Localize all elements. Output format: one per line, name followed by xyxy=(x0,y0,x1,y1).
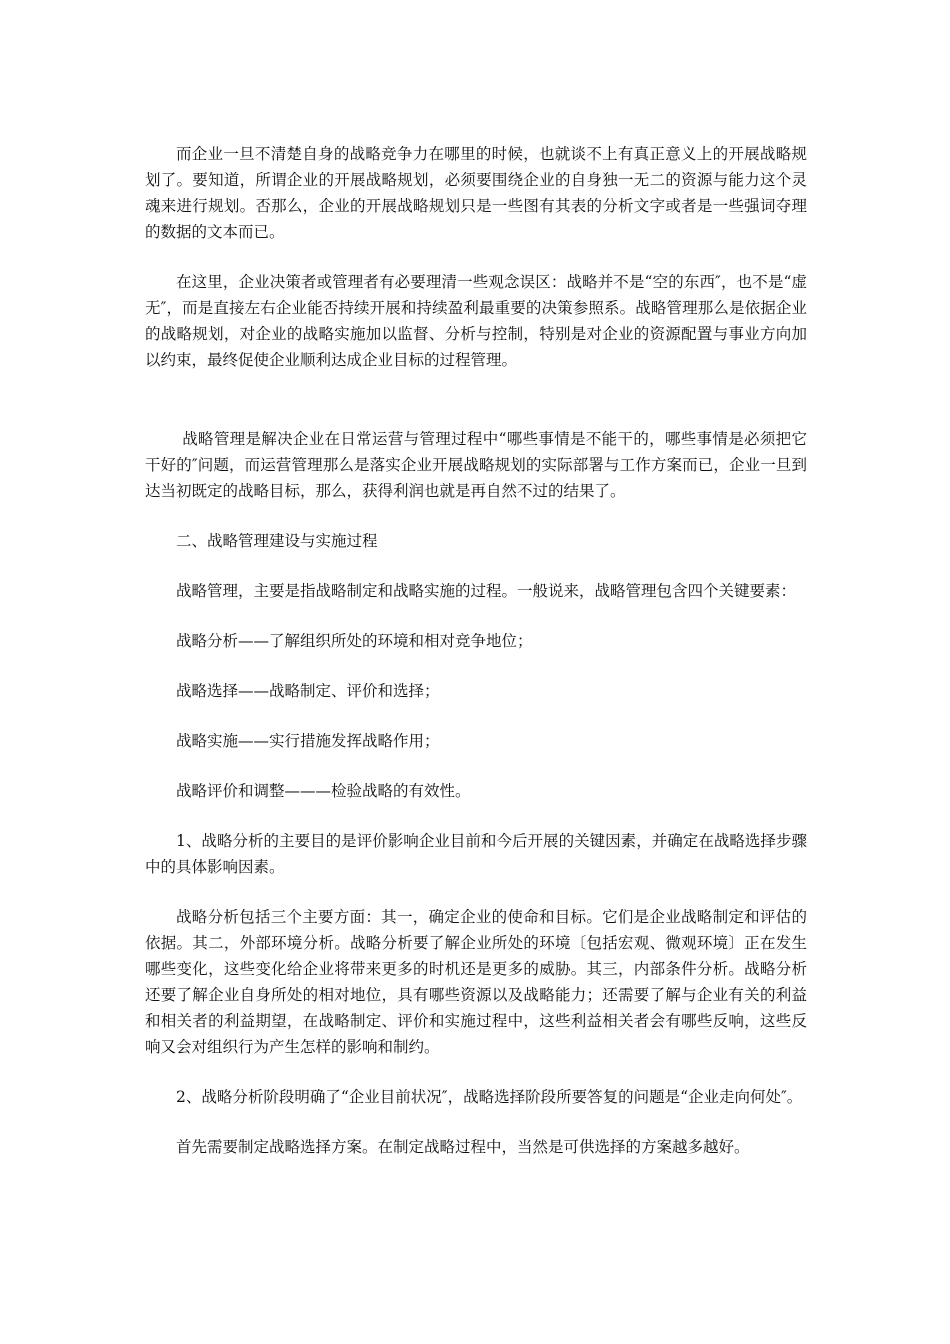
paragraph-strategic-competitiveness: 而企业一旦不清楚自身的战略竞争力在哪里的时候，也就谈不上有真正意义上的开展战略规划了。要知道，所谓企业的开展战略规划，必须要围绕企业的自身独一无二的资源与能力这个灵魂来进行规划。否那么，企业的开展战略规划只是一些图有其表的分析文字或者是一些强词夺理的数据的文本而已。 xyxy=(145,145,807,241)
list-item-strategy-analysis: 战略分析——了解组织所处的环境和相对竞争地位； xyxy=(176,632,533,650)
paragraph-strategic-management-role: 战略管理是解决企业在日常运营与管理过程中“哪些事情是不能干的，哪些事情是必须把它干好的″问题，而运营管理那么是落实企业开展战略规划的实际部署与工作方案而已，企业一旦到达当初既定的战略目标，那么，获得利润也就是再自然不过的结果了。 xyxy=(145,430,807,500)
section-heading: 二、战略管理建设与实施过程 xyxy=(176,532,378,550)
paragraph-analysis-purpose: 1、战略分析的主要目的是评价影响企业目前和今后开展的关键因素，并确定在战略选择步骤中的具体影响因素。 xyxy=(145,832,807,876)
list-item-strategy-evaluation: 战略评价和调整———检验战略的有效性。 xyxy=(176,782,471,800)
paragraph-concept-misunderstanding: 在这里，企业决策者或管理者有必要理清一些观念误区：战略并不是“空的东西″，也不是“虚无″，而是直接左右企业能否持续开展和持续盈利最重要的决策参照系。战略管理那么是依据企业的战略规划，对企业的战略实施加以监督、分析与控制，特别是对企业的资源配置与事业方向加以约束，最终促使企业顺利达成企业目标的过程管理。 xyxy=(145,273,807,369)
document-body xyxy=(145,141,807,1184)
paragraph-strategic-management-definition: 战略管理，主要是指战略制定和战略实施的过程。一般说来，战略管理包含四个关键要素： xyxy=(176,582,797,600)
paragraph-selection-question: 2、战略分析阶段明确了“企业目前状况″，战略选择阶段所要答复的问题是“企业走向何处″。 xyxy=(176,1088,803,1106)
paragraph-selection-options: 首先需要制定战略选择方案。在制定战略过程中，当然是可供选择的方案越多越好。 xyxy=(176,1138,750,1156)
list-item-strategy-implementation: 战略实施——实行措施发挥战略作用； xyxy=(176,732,440,750)
list-item-strategy-selection: 战略选择——战略制定、评价和选择； xyxy=(176,682,440,700)
paragraph-analysis-aspects: 战略分析包括三个主要方面：其一，确定企业的使命和目标。它们是企业战略制定和评估的依据。其二，外部环境分析。战略分析要了解企业所处的环境〔包括宏观、微观环境〕正在发生哪些变化，这些变化给企业将带来更多的时机还是更多的威胁。其三，内部条件分析。战略分析还要了解企业自身所处的相对地位，具有哪些资源以及战略能力；还需要了解与企业有关的利益和相关者的利益期望，在战略制定、评价和实施过程中，这些利益相关者会有哪些反响，这些反响又会对组织行为产生怎样的影响和制约。 xyxy=(145,908,807,1056)
